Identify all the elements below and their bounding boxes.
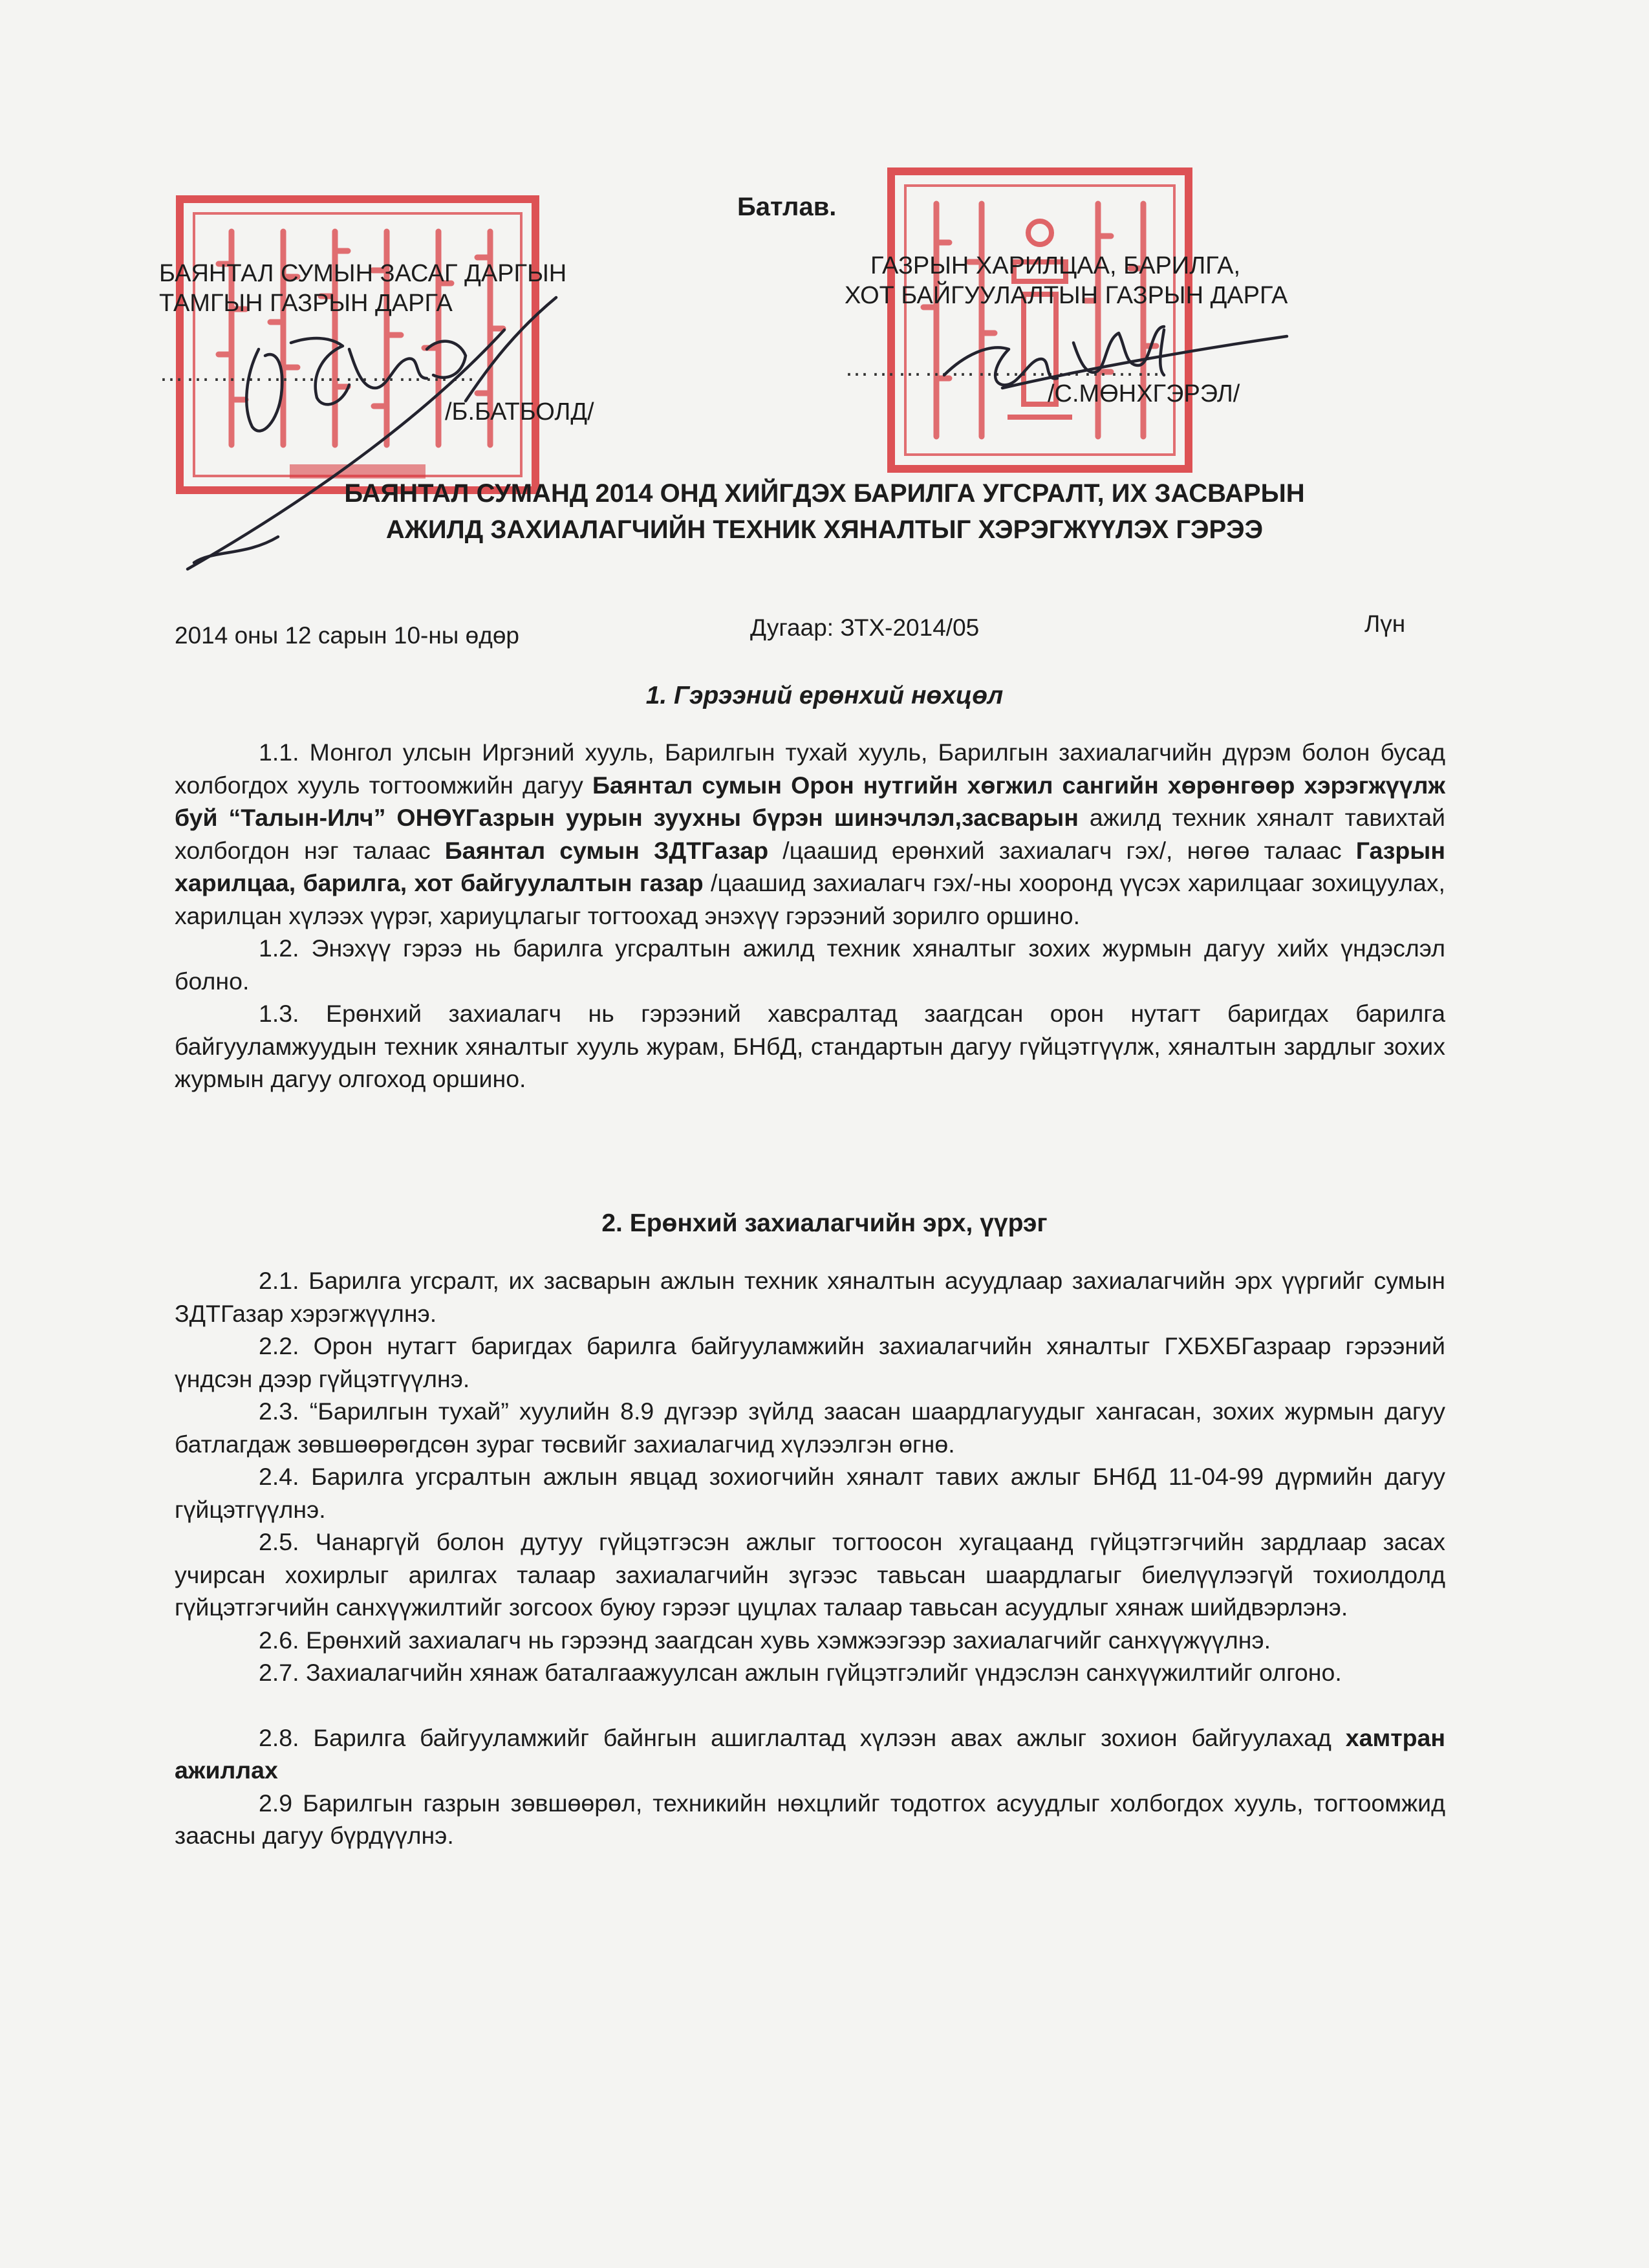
- left-official-title-line2: ТАМГЫН ГАЗРЫН ДАРГА: [159, 290, 453, 317]
- contract-date: 2014 оны 12 сарын 10-ны өдөр: [175, 622, 519, 649]
- right-signature-line: ………………………………: [845, 354, 1163, 382]
- clause-2-2: 2.2. Орон нутагт баригдах барилга байгууламжийн захиалагчийн хяналтыг ГХБХБГазраар гэрээний үндсэн дээр гүйцэтгүүлнэ.: [175, 1332, 1445, 1392]
- section1-title: 1. Гэрээний ерөнхий нөхцөл: [645, 682, 1004, 709]
- clause-2-1: 2.1. Барилга угсралт, их засварын ажлын техник хяналтын асуудлаар захиалагчийн эрх үүргийг сумын ЗДТГазар хэрэгжүүлнэ.: [175, 1267, 1445, 1327]
- left-official-title-line1: БАЯНТАЛ СУМЫН ЗАСАГ ДАРГЫН: [159, 260, 567, 287]
- clause-2-7: 2.7. Захиалагчийн хянаж баталгаажуулсан ажлын гүйцэтгэлийг үндэслэн санхүүжилтийг олгоно.: [259, 1659, 1342, 1686]
- right-official-title-line1: ГАЗРЫН ХАРИЛЦАА, БАРИЛГА,: [870, 252, 1241, 279]
- clause-1-3: 1.3. Ерөнхий захиалагч нь гэрээний хавсралтад заагдсан орон нутагт баригдах барилга байгууламжуудын техник хяналтыг хууль журам, БНбД, стандартын дагуу гүйцэтгүүлж, хяналтын зардлыг зохих журмын дагуу олгоход оршино.: [175, 1000, 1445, 1092]
- clause-1-2: 1.2. Энэхүү гэрээ нь барилга угсралтын ажилд техник хяналтыг зохих журмын дагуу хийх үндэслэл болно.: [175, 934, 1445, 995]
- clause-2-5: 2.5. Чанаргүй болон дутуу гүйцэтгэсэн ажлыг тогтоосон хугацаанд гүйцэтгэгчийн зардлаар засах учирсан хохирлыг арилгах талаар захиалагчийн зүгээс тавьсан шаардлагыг биелүүлээгүй тохиолдолд гүйцэтгэгчийн санхүүжилтийг зогсоох буюу гэрээг цуцлах талаар тавьсан асуудлыг хянаж шийдвэрлэнэ.: [175, 1528, 1445, 1621]
- left-official-name: /Б.БАТБОЛД/: [445, 398, 594, 426]
- clause-2-4: 2.4. Барилга угсралтын ажлын явцад зохиогчийн хяналт тавих ажлыг БНбД 11-04-99 дүрмийн дагуу гүйцэтгүүлнэ.: [175, 1463, 1445, 1523]
- contract-title: [194, 475, 1455, 548]
- section1-body: [175, 736, 1445, 1096]
- paragraph-gap: [175, 1689, 1445, 1722]
- clause-1-1: 1.1. Монгол улсын Иргэний хууль, Барилгын тухай хууль, Барилгын захиалагчийн дүрэм болон бусад холбогдох хууль тогтоомжийн дагуу Баянтал сумын Орон нутгийн хөгжил сангийн хөрөнгөөр хэрэгжүүлж буй “Талын-Илч” ОНӨҮГазрын уурын зуухны бүрэн шинэчлэл,засварын ажилд техник хяналт тавихтай холбогдон нэг талаас Баянтал сумын ЗДТГазар /цаашид ерөнхий захиалагч гэх/, нөгөө талаас Газрын харилцаа, барилга, хот байгуулалтын газар /цаашид захиалагч гэх/-ны хооронд үүсэх харилцааг зохицуулах, харилцан хүлээх үүрэг, хариуцлагыг тогтоохад энэхүү гэрээний зорилго оршино.: [175, 739, 1445, 929]
- contract-number: Дугаар: ЗТХ-2014/05: [750, 614, 980, 641]
- section2-body: [175, 1264, 1445, 1852]
- left-signature-line: ………………………………: [159, 360, 477, 387]
- approve-heading: Батлав.: [737, 193, 837, 221]
- clause-2-6: 2.6. Ерөнхий захиалагч нь гэрээнд заагдсан хувь хэмжээгээр захиалагчийг санхүүжүүлнэ.: [259, 1626, 1271, 1654]
- clause-2-3: 2.3. “Барилгын тухай” хуулийн 8.9 дүгээр зүйлд заасан шаардлагуудыг хангасан, зохих журмын дагуу батлагдаж зөвшөөрөгдсөн зураг төсвийг захиалагчид хүлээлгэн өгнө.: [175, 1398, 1445, 1458]
- contract-place: Лүн: [1364, 610, 1406, 637]
- section2-title: 2. Ерөнхий захиалагчийн эрх, үүрэг: [601, 1209, 1048, 1237]
- clause-2-9: 2.9 Барилгын газрын зөвшөөрөл, техникийн нөхцлийг тодотгох асуудлыг холбогдох хууль, тогтоомжид заасны дагуу бүрдүүлнэ.: [175, 1789, 1445, 1849]
- right-handwritten-signature: [925, 304, 1300, 407]
- contract-title-line1: БАЯНТАЛ СУМАНД 2014 ОНД ХИЙГДЭХ БАРИЛГА УГСРАЛТ, ИХ ЗАСВАРЫН: [344, 479, 1305, 508]
- clause-2-8: 2.8. Барилга байгууламжийг байнгын ашиглалтад хүлээн авах ажлыг зохион байгуулахад хамтран ажиллах: [175, 1723, 1445, 1784]
- contract-title-line2: АЖИЛД ЗАХИАЛАГЧИЙН ТЕХНИК ХЯНАЛТЫГ ХЭРЭГЖҮҮЛЭХ ГЭРЭЭ: [385, 515, 1264, 544]
- right-official-name: /С.МӨНХГЭРЭЛ/: [1048, 380, 1240, 407]
- right-official-title-line2: ХОТ БАЙГУУЛАЛТЫН ГАЗРЫН ДАРГА: [845, 282, 1288, 309]
